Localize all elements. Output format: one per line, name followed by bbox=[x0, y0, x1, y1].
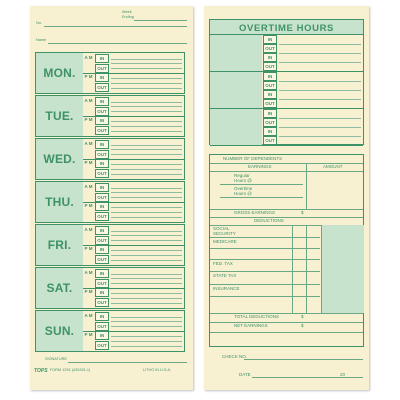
check-no-line bbox=[244, 359, 363, 360]
pm-label: P M bbox=[84, 246, 93, 251]
fed-tax-label: FED. TAX bbox=[213, 261, 233, 266]
time-entry-line bbox=[111, 255, 182, 256]
regular-label: Regular bbox=[234, 173, 250, 178]
overtime-entry-line bbox=[279, 62, 361, 63]
payroll-section bbox=[209, 154, 364, 347]
overtime-line bbox=[220, 197, 303, 198]
overtime-entry-line bbox=[279, 136, 361, 137]
total-deductions-label: TOTAL DEDUCTIONS bbox=[234, 314, 279, 319]
out-cell: OUT bbox=[95, 322, 109, 331]
regular-hours-label: Hours @ bbox=[234, 178, 252, 183]
overtime-label-cell bbox=[210, 35, 262, 71]
earnings-header: EARNINGS bbox=[248, 164, 272, 169]
pm-label: P M bbox=[84, 332, 93, 337]
am-pm-divider bbox=[83, 288, 184, 289]
insurance-label: INSURANCE bbox=[213, 286, 240, 291]
time-entry-line bbox=[111, 240, 182, 241]
day-block bbox=[35, 138, 185, 180]
am-pm-divider bbox=[83, 73, 184, 74]
overtime-entry-line bbox=[279, 53, 361, 54]
time-entry-line bbox=[111, 149, 182, 150]
day-label: THU. bbox=[45, 195, 74, 209]
deductions-bottom-rule bbox=[210, 313, 363, 314]
overtime-entry-line bbox=[279, 118, 361, 119]
out-cell: OUT bbox=[95, 236, 109, 245]
overtime-in-cell: IN bbox=[263, 53, 277, 62]
time-entry-line bbox=[111, 63, 182, 64]
overtime-in-cell: IN bbox=[263, 90, 277, 99]
social-rule bbox=[210, 237, 320, 238]
time-entry-line bbox=[111, 174, 182, 175]
in-cell: IN bbox=[95, 202, 109, 211]
pm-label: P M bbox=[84, 203, 93, 208]
day-block bbox=[35, 267, 185, 309]
day-label: TUE. bbox=[45, 109, 74, 123]
date-label: DATE bbox=[239, 372, 251, 377]
time-entry-line bbox=[111, 111, 182, 112]
earnings-header-rule bbox=[210, 171, 363, 172]
overtime-in-cell: IN bbox=[263, 109, 277, 118]
total-deductions-dollar: $ bbox=[301, 314, 304, 319]
time-entry-line bbox=[111, 336, 182, 337]
in-cell: IN bbox=[95, 226, 109, 235]
gross-rule bbox=[210, 209, 363, 210]
time-entry-line bbox=[111, 83, 182, 84]
time-card-back bbox=[204, 6, 369, 390]
no-line bbox=[44, 26, 187, 27]
day-label: FRI. bbox=[47, 238, 72, 252]
overtime-out-cell: OUT bbox=[263, 81, 277, 90]
overtime-entry-line bbox=[279, 99, 361, 100]
overtime-label-cell bbox=[210, 72, 262, 108]
am-label: A M bbox=[84, 227, 93, 232]
time-entry-line bbox=[111, 145, 182, 146]
overtime-in-cell: IN bbox=[263, 35, 277, 44]
fed-tax-rule bbox=[210, 271, 320, 272]
out-cell: OUT bbox=[95, 279, 109, 288]
deductions-shaded-column bbox=[321, 225, 364, 313]
overtime-out-cell: OUT bbox=[263, 99, 277, 108]
ending-label: Ending bbox=[122, 15, 134, 19]
time-entry-line bbox=[111, 59, 182, 60]
time-entry-line bbox=[111, 235, 182, 236]
time-entry-line bbox=[111, 231, 182, 232]
deductions-divider-3 bbox=[321, 225, 322, 313]
litho-text: LITHO IN U.S.A. bbox=[143, 368, 172, 372]
day-label: WED. bbox=[43, 152, 76, 166]
overtime-out-cell: OUT bbox=[263, 136, 277, 145]
time-entry-line bbox=[111, 78, 182, 79]
day-label: SUN. bbox=[44, 324, 75, 338]
day-label: SAT. bbox=[46, 281, 73, 295]
time-entry-line bbox=[111, 274, 182, 275]
week-ending-line bbox=[134, 20, 187, 21]
time-entry-line bbox=[111, 303, 182, 304]
in-cell: IN bbox=[95, 54, 109, 63]
overtime-title: OVERTIME HOURS bbox=[239, 23, 334, 34]
day-block bbox=[35, 310, 185, 352]
state-tax-rule bbox=[210, 284, 320, 285]
time-entry-line bbox=[111, 217, 182, 218]
amount-header: AMOUNT bbox=[323, 164, 343, 169]
in-cell: IN bbox=[95, 288, 109, 297]
in-cell: IN bbox=[95, 73, 109, 82]
in-cell: IN bbox=[95, 140, 109, 149]
overtime-entry-line bbox=[279, 81, 361, 82]
total-deductions-rule bbox=[210, 322, 363, 323]
in-cell: IN bbox=[95, 245, 109, 254]
signature-label: SIGNATURE bbox=[45, 357, 67, 361]
day-block bbox=[35, 224, 185, 266]
am-label: A M bbox=[84, 141, 93, 146]
am-pm-divider bbox=[83, 116, 184, 117]
in-cell: IN bbox=[95, 159, 109, 168]
overtime-in-cell: IN bbox=[263, 127, 277, 136]
out-cell: OUT bbox=[95, 341, 109, 350]
regular-line bbox=[220, 184, 303, 185]
gross-earnings-label: GROSS EARNINGS bbox=[234, 210, 276, 215]
earnings-amount-divider bbox=[306, 163, 307, 209]
day-block bbox=[35, 181, 185, 223]
no-label: No. bbox=[36, 21, 42, 25]
time-entry-line bbox=[111, 169, 182, 170]
time-card-front bbox=[30, 6, 193, 390]
check-no-label: CHECK NO. bbox=[222, 354, 248, 359]
time-entry-line bbox=[111, 341, 182, 342]
time-entry-line bbox=[111, 321, 182, 322]
am-label: A M bbox=[84, 313, 93, 318]
out-cell: OUT bbox=[95, 83, 109, 92]
time-entry-line bbox=[111, 106, 182, 107]
time-entry-line bbox=[111, 260, 182, 261]
am-label: A M bbox=[84, 98, 93, 103]
am-pm-divider bbox=[83, 245, 184, 246]
out-cell: OUT bbox=[95, 169, 109, 178]
dependents-label: NUMBER OF DEPENDENTS bbox=[223, 156, 283, 161]
time-entry-line bbox=[111, 131, 182, 132]
time-entry-line bbox=[111, 317, 182, 318]
gross-dollar-sign: $ bbox=[301, 210, 304, 215]
day-block bbox=[35, 52, 185, 94]
gross-bottom-rule bbox=[210, 217, 363, 218]
time-entry-line bbox=[111, 126, 182, 127]
pm-label: P M bbox=[84, 160, 93, 165]
form-number: FORM 1291 (430331-1) bbox=[50, 368, 91, 372]
time-entry-line bbox=[111, 102, 182, 103]
out-cell: OUT bbox=[95, 64, 109, 73]
social-label: SOCIAL bbox=[213, 226, 230, 231]
overtime-section bbox=[209, 19, 364, 145]
date-line bbox=[252, 377, 363, 378]
time-entry-line bbox=[111, 197, 182, 198]
overtime-label: Overtime bbox=[234, 186, 253, 191]
overtime-hours-label: Hours @ bbox=[234, 191, 252, 196]
deductions-divider-1 bbox=[292, 225, 293, 313]
time-entry-line bbox=[111, 250, 182, 251]
am-pm-divider bbox=[83, 331, 184, 332]
time-entry-line bbox=[111, 154, 182, 155]
out-cell: OUT bbox=[95, 150, 109, 159]
overtime-out-cell: OUT bbox=[263, 44, 277, 53]
time-entry-line bbox=[111, 188, 182, 189]
state-tax-label: STATE TAX bbox=[213, 273, 237, 278]
week-label: Week bbox=[122, 10, 132, 14]
time-entry-line bbox=[111, 293, 182, 294]
overtime-label-cell bbox=[210, 109, 262, 145]
out-cell: OUT bbox=[95, 107, 109, 116]
time-entry-line bbox=[111, 283, 182, 284]
net-earnings-label: NET EARNINGS bbox=[234, 323, 268, 328]
pm-label: P M bbox=[84, 74, 93, 79]
out-cell: OUT bbox=[95, 193, 109, 202]
insurance-rule bbox=[210, 296, 320, 297]
net-earnings-rule bbox=[210, 332, 363, 333]
time-entry-line bbox=[111, 68, 182, 69]
am-pm-divider bbox=[83, 202, 184, 203]
out-cell: OUT bbox=[95, 298, 109, 307]
pm-label: P M bbox=[84, 289, 93, 294]
time-entry-line bbox=[111, 207, 182, 208]
in-cell: IN bbox=[95, 269, 109, 278]
in-cell: IN bbox=[95, 183, 109, 192]
in-cell: IN bbox=[95, 116, 109, 125]
overtime-in-cell: IN bbox=[263, 72, 277, 81]
in-cell: IN bbox=[95, 312, 109, 321]
overtime-entry-line bbox=[279, 90, 361, 91]
am-pm-divider bbox=[83, 159, 184, 160]
out-cell: OUT bbox=[95, 212, 109, 221]
time-entry-line bbox=[111, 164, 182, 165]
deductions-divider-2 bbox=[306, 225, 307, 313]
in-cell: IN bbox=[95, 331, 109, 340]
blank-rule bbox=[210, 259, 320, 260]
security-label: SECURITY bbox=[213, 231, 236, 236]
net-earnings-dollar: $ bbox=[301, 323, 304, 328]
overtime-group-rule bbox=[210, 145, 363, 146]
tops-logo: TOPS bbox=[34, 368, 48, 374]
medicare-label: MEDICARE bbox=[213, 239, 237, 244]
am-label: A M bbox=[84, 55, 93, 60]
medicare-rule bbox=[210, 248, 320, 249]
deductions-header: DEDUCTIONS bbox=[254, 218, 284, 223]
overtime-entry-line bbox=[279, 127, 361, 128]
time-entry-line bbox=[111, 212, 182, 213]
overtime-out-cell: OUT bbox=[263, 118, 277, 127]
out-cell: OUT bbox=[95, 255, 109, 264]
day-label: MON. bbox=[43, 66, 76, 80]
day-block bbox=[35, 95, 185, 137]
year-label: 20 bbox=[340, 372, 346, 377]
time-entry-line bbox=[111, 346, 182, 347]
in-cell: IN bbox=[95, 97, 109, 106]
time-entry-line bbox=[111, 121, 182, 122]
name-line bbox=[48, 43, 187, 44]
signature-line bbox=[68, 362, 187, 363]
time-entry-line bbox=[111, 298, 182, 299]
pm-label: P M bbox=[84, 117, 93, 122]
out-cell: OUT bbox=[95, 126, 109, 135]
time-entry-line bbox=[111, 88, 182, 89]
overtime-entry-line bbox=[279, 44, 361, 45]
time-entry-line bbox=[111, 278, 182, 279]
name-label: Name bbox=[36, 38, 47, 42]
time-entry-line bbox=[111, 326, 182, 327]
am-label: A M bbox=[84, 270, 93, 275]
overtime-out-cell: OUT bbox=[263, 62, 277, 71]
am-label: A M bbox=[84, 184, 93, 189]
time-entry-line bbox=[111, 192, 182, 193]
